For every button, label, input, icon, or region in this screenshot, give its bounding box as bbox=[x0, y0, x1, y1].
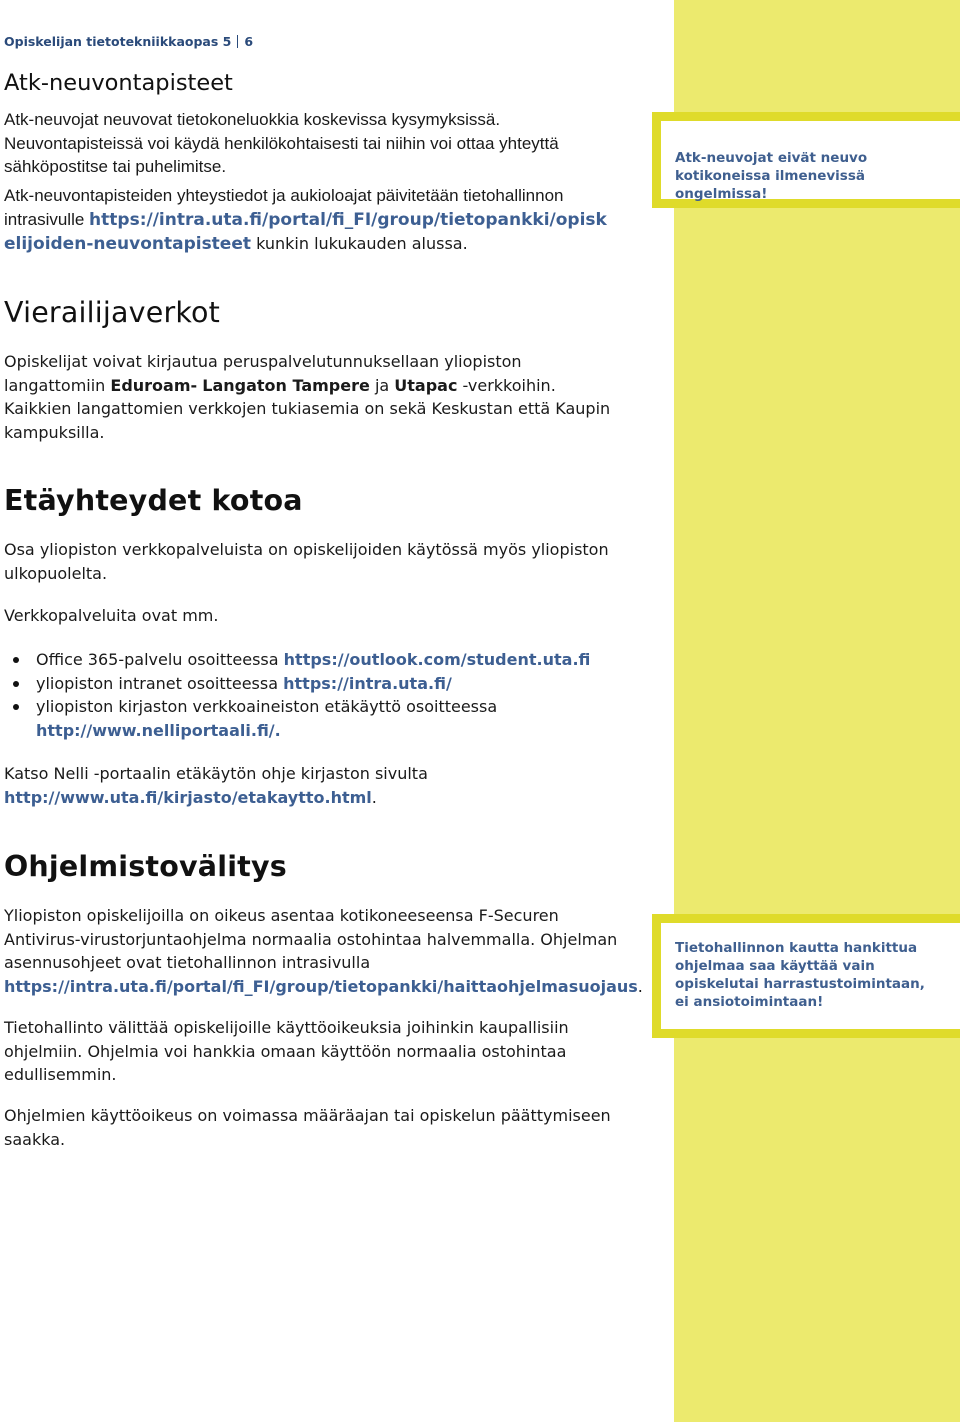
callout-licence-note bbox=[652, 914, 960, 1038]
paragraph-atk-contacts-tail: kunkin lukukauden alussa. bbox=[251, 234, 468, 253]
list-item bbox=[4, 648, 624, 672]
document-title: Opiskelijan tietotekniikkaopas 5 bbox=[4, 34, 232, 49]
network-eduroam: Eduroam- bbox=[110, 375, 198, 395]
link-nelliportaali[interactable]: http://www.nelliportaali.fi/ bbox=[36, 720, 275, 740]
vierailija-text-3: ja bbox=[369, 375, 395, 395]
vierailija-text-4: -verkkoihin. Kaikkien langattomien verkkojen tukiasemia on sekä Keskustan että Kaupin kampuksilla. bbox=[4, 375, 611, 442]
header-divider bbox=[237, 35, 238, 48]
link-etakaytto[interactable]: http://www.uta.fi/kirjasto/etakaytto.html bbox=[4, 787, 372, 807]
vierailija-text-1: Opiskelijat voivat kirjautua peruspalvelutunnuksellaan yliopiston langattomiin bbox=[4, 352, 522, 395]
list-item bbox=[4, 695, 624, 742]
paragraph-kayttooikeudet: Tietohallinto välittää opiskelijoille käyttöoikeuksia joihinkin kaupallisiin ohjelmiin. Ohjelmia voi hankkia omaan käyttöön normaalia ostohintaa edullisemmin. bbox=[4, 1018, 569, 1084]
link-intranet[interactable]: https://intra.uta.fi/ bbox=[283, 673, 452, 693]
bullet-icon bbox=[13, 681, 19, 687]
paragraph-atk-contacts-text: Atk-neuvontapisteiden yhteystiedot ja aukioloajat päivitetään tietohallinnon intrasivulle bbox=[4, 186, 564, 229]
service-label: yliopiston intranet osoitteessa bbox=[36, 673, 284, 693]
heading-etayhteydet: Etäyhteydet kotoa bbox=[4, 484, 303, 517]
decorative-sidebar bbox=[674, 0, 960, 1422]
paragraph-atk-contacts bbox=[4, 184, 616, 257]
paragraph-nelli-ohje bbox=[4, 762, 624, 809]
nelli-ohje-text: Katso Nelli -portaalin etäkäytön ohje kirjaston sivulta bbox=[4, 764, 428, 783]
f-secure-text: Yliopiston opiskelijoilla on oikeus asentaa kotikoneeseensa F-Securen Antivirus-virustorjuntaohjelma normaalia ostohintaa halvemmalla. Ohjelman asennusohjeet ovat tietohallinnon intrasivulla bbox=[4, 906, 618, 972]
running-header bbox=[4, 34, 253, 49]
link-neuvontapisteet[interactable]: https://intra.uta.fi/portal/fi_FI/group/tietopankki/opiskelijoiden-neuvontapisteet bbox=[4, 209, 607, 254]
callout-atk-note-text: Atk-neuvojat eivät neuvo kotikoneissa ilmenevissä ongelmissa! bbox=[675, 150, 868, 202]
callout-atk-note bbox=[652, 112, 960, 208]
nelli-ohje-tail: . bbox=[371, 787, 377, 807]
list-item bbox=[4, 672, 624, 696]
network-utapac: Utapac bbox=[394, 375, 458, 395]
heading-vierailijaverkot: Vierailijaverkot bbox=[4, 296, 221, 329]
paragraph-atk-intro: Atk-neuvojat neuvovat tietokoneluokkia koskevissa kysymyksissä. Neuvontapisteissä voi käydä henkilökohtaisesti tai niihin voi ottaa yhteyttä sähköpostitse tai puhelimitse. bbox=[4, 110, 559, 176]
service-trailing-period: . bbox=[274, 720, 281, 740]
bullet-icon bbox=[13, 657, 19, 663]
paragraph-etayhteydet-intro: Osa yliopiston verkkopalveluista on opiskelijoiden käytössä myös yliopiston ulkopuolelta. bbox=[4, 540, 609, 583]
page-number: 6 bbox=[244, 34, 254, 49]
network-langaton-tampere: Langaton Tampere bbox=[202, 375, 370, 395]
f-secure-tail: . bbox=[637, 976, 643, 996]
heading-atk-neuvontapisteet: Atk-neuvontapisteet bbox=[4, 70, 233, 96]
paragraph-f-secure bbox=[4, 904, 643, 998]
services-list bbox=[4, 648, 624, 742]
link-outlook[interactable]: https://outlook.com/student.uta.fi bbox=[283, 650, 591, 669]
service-label: yliopiston kirjaston verkkoaineiston etäkäyttö osoitteessa bbox=[36, 697, 498, 716]
service-label: Office 365-palvelu osoitteessa bbox=[36, 650, 284, 669]
callout-licence-note-text: Tietohallinnon kautta hankittua ohjelmaa saa käyttää vain opiskelutai harrastustoimintaan, ei ansiotoimintaan! bbox=[675, 940, 925, 1010]
paragraph-verkkopalveluita: Verkkopalveluita ovat mm. bbox=[4, 606, 219, 625]
link-haittaohjelmasuojaus[interactable]: https://intra.uta.fi/portal/fi_FI/group/tietopankki/haittaohjelmasuojaus bbox=[4, 976, 638, 996]
paragraph-vierailijaverkot bbox=[4, 350, 626, 444]
paragraph-voimassaolo: Ohjelmien käyttöoikeus on voimassa määräajan tai opiskelun päättymiseen saakka. bbox=[4, 1106, 611, 1149]
bullet-icon bbox=[13, 704, 19, 710]
heading-ohjelmistovalitys: Ohjelmistovälitys bbox=[4, 850, 287, 883]
